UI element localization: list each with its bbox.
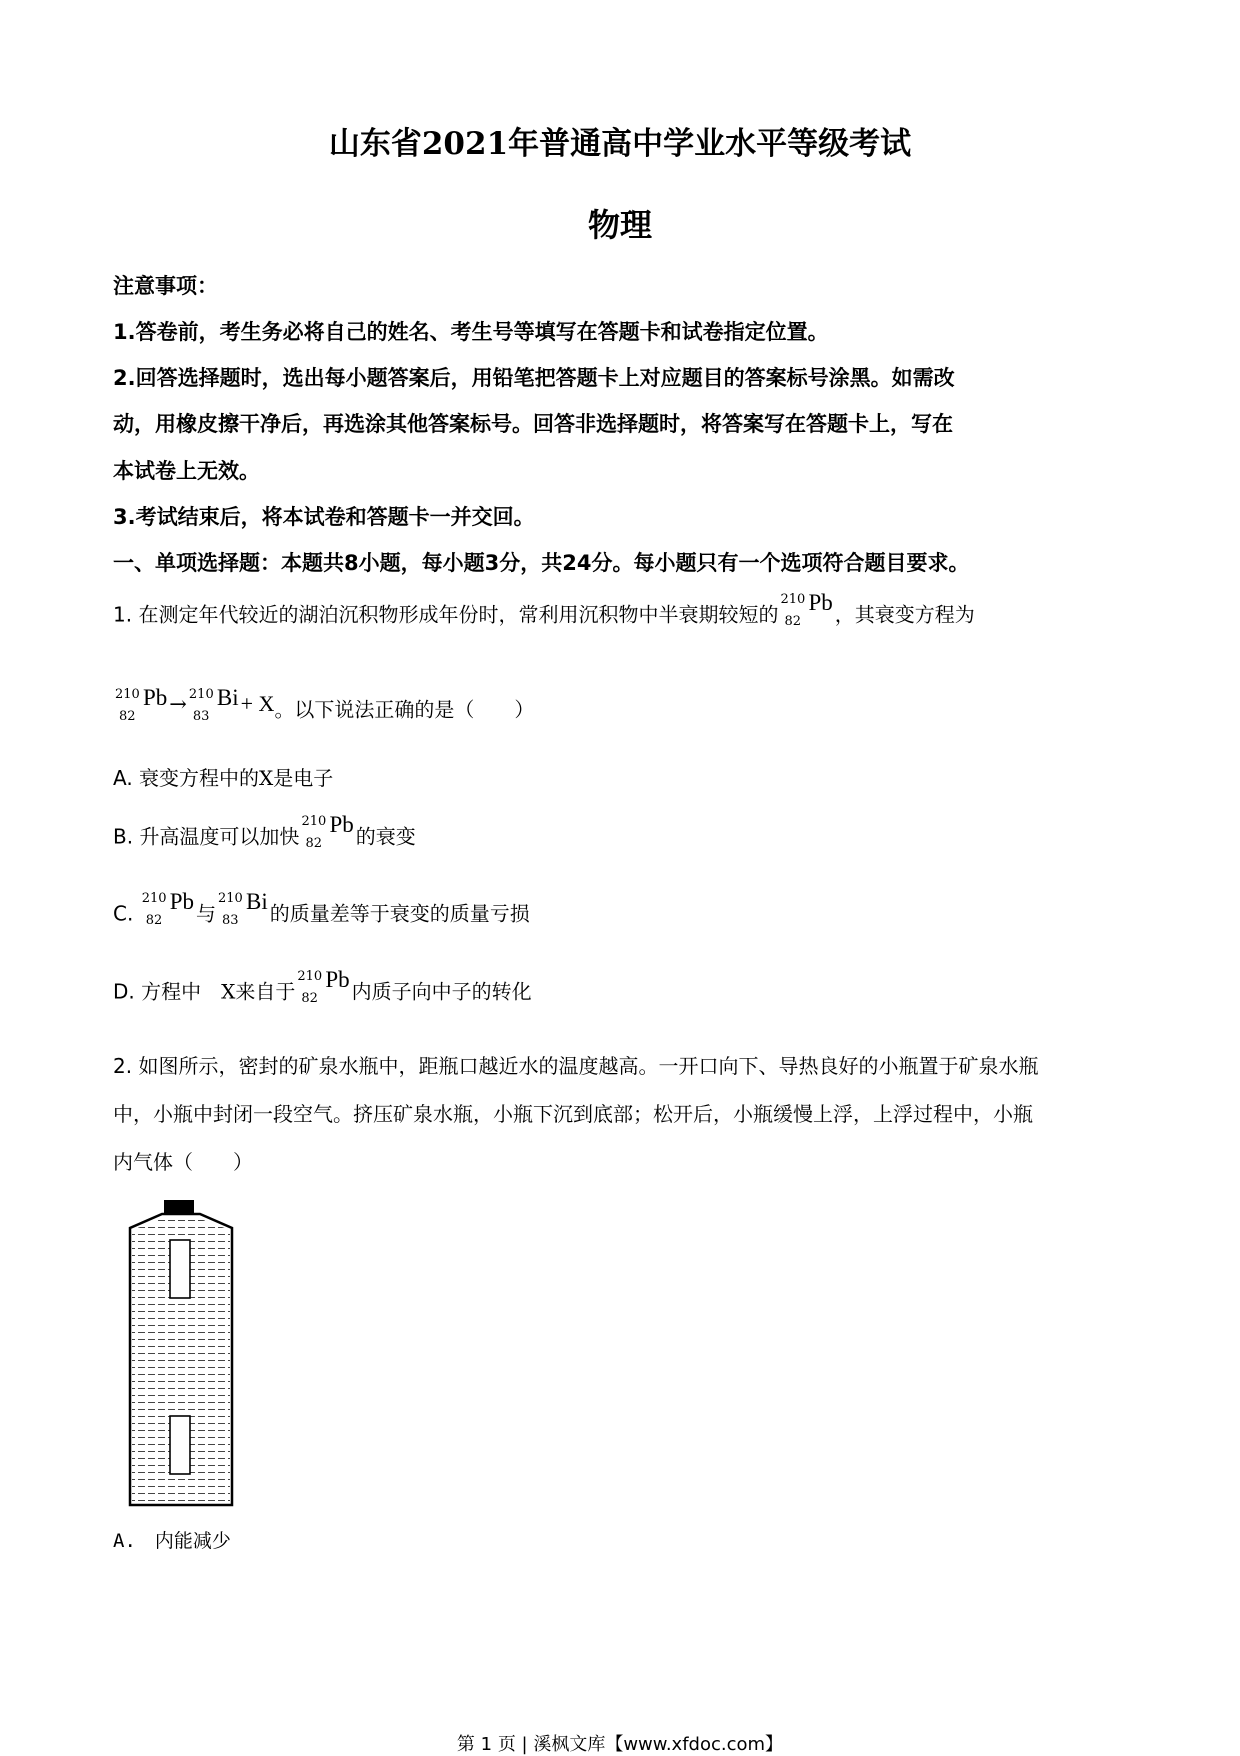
nuclide-pb: 210 82 Pb xyxy=(141,889,194,928)
question-2-option-a[interactable]: A. 内能减少 xyxy=(113,1530,231,1552)
question-2-text: 如图所示，密封的矿泉水瓶中，距瓶口越近水的温度越高。一开口向下、导热良好的小瓶置于矿泉水瓶 xyxy=(138,1054,1039,1078)
subject-title: 物理 xyxy=(587,206,652,244)
nuclide-pb: 210 82 Pb xyxy=(780,590,833,629)
question-2-line-3: 内气体（ ） xyxy=(113,1150,253,1174)
nuclide-bi: 210 83 Bi xyxy=(188,685,239,724)
option-text: 衰变方程中的X是电子 xyxy=(139,766,334,790)
option-label: A. xyxy=(113,766,133,790)
page-footer: 第 1 页 | 溪枫文库【www.xfdoc.com】 xyxy=(456,1734,784,1755)
question-1-equation xyxy=(113,685,535,733)
option-text-before: 升高温度可以加快 xyxy=(139,824,300,849)
option-text-mid: 与 xyxy=(195,901,216,926)
section-heading: 一、单项选择题：本题共8小题，每小题3分，共24分。每小题只有一个选项符合题目要求。 xyxy=(113,551,970,575)
option-d[interactable] xyxy=(113,967,532,1015)
question-1-stem xyxy=(113,590,975,638)
option-a[interactable] xyxy=(113,762,333,791)
option-label: D. xyxy=(113,979,135,1004)
question-1-text-before: 在测定年代较近的湖泊沉积物形成年份时，常利用沉积物中半衰期较短的 xyxy=(138,602,779,627)
question-number: 2. xyxy=(113,1054,133,1078)
option-b[interactable] xyxy=(113,812,416,860)
option-text-after: 的衰变 xyxy=(355,824,416,849)
equation-tail: 。以下说法正确的是（ ） xyxy=(274,697,535,722)
option-c[interactable] xyxy=(113,889,530,937)
small-bottle-bottom xyxy=(170,1416,190,1474)
bottle-figure xyxy=(118,1196,236,1511)
nuclide-pb: 210 82 Pb xyxy=(301,812,354,851)
reaction-arrow: → xyxy=(169,691,187,716)
nuclide-pb: 210 82 Pb xyxy=(115,685,168,724)
small-bottle-top xyxy=(170,1240,190,1298)
option-label: C. xyxy=(113,901,134,926)
option-text-after: 内质子向中子的转化 xyxy=(351,979,532,1004)
nuclide-bi: 210 83 Bi xyxy=(217,889,268,928)
exam-title: 山东省2021年普通高中学业水平等级考试 xyxy=(328,126,912,162)
notice-item-2-line-3: 本试卷上无效。 xyxy=(113,459,260,483)
nuclide-pb: 210 82 Pb xyxy=(297,967,350,1006)
question-1-text-after: ，其衰变方程为 xyxy=(834,602,975,627)
question-2-line-1 xyxy=(113,1050,1038,1079)
question-number: 1. xyxy=(113,602,133,627)
option-text-before: 方程中 X来自于 xyxy=(141,979,296,1004)
option-label: B. xyxy=(113,824,134,849)
bottle-cap xyxy=(164,1200,194,1214)
option-text-after: 的质量差等于衰变的质量亏损 xyxy=(269,901,530,926)
notice-item-2-line-1: 2.回答选择题时，选出每小题答案后，用铅笔把答题卡上对应题目的答案标号涂黑。如需改 xyxy=(113,366,955,390)
equation-plus-x: + X xyxy=(240,690,275,716)
notice-heading: 注意事项： xyxy=(113,274,218,298)
notice-item-1: 1.答卷前，考生务必将自己的姓名、考生号等填写在答题卡和试卷指定位置。 xyxy=(113,320,829,344)
question-2-line-2: 中，小瓶中封闭一段空气。挤压矿泉水瓶，小瓶下沉到底部；松开后，小瓶缓慢上浮，上浮过程中，小瓶 xyxy=(113,1102,1033,1126)
notice-item-3: 3.考试结束后，将本试卷和答题卡一并交回。 xyxy=(113,505,535,529)
notice-item-2-line-2: 动，用橡皮擦干净后，再选涂其他答案标号。回答非选择题时，将答案写在答题卡上，写在 xyxy=(113,412,953,436)
